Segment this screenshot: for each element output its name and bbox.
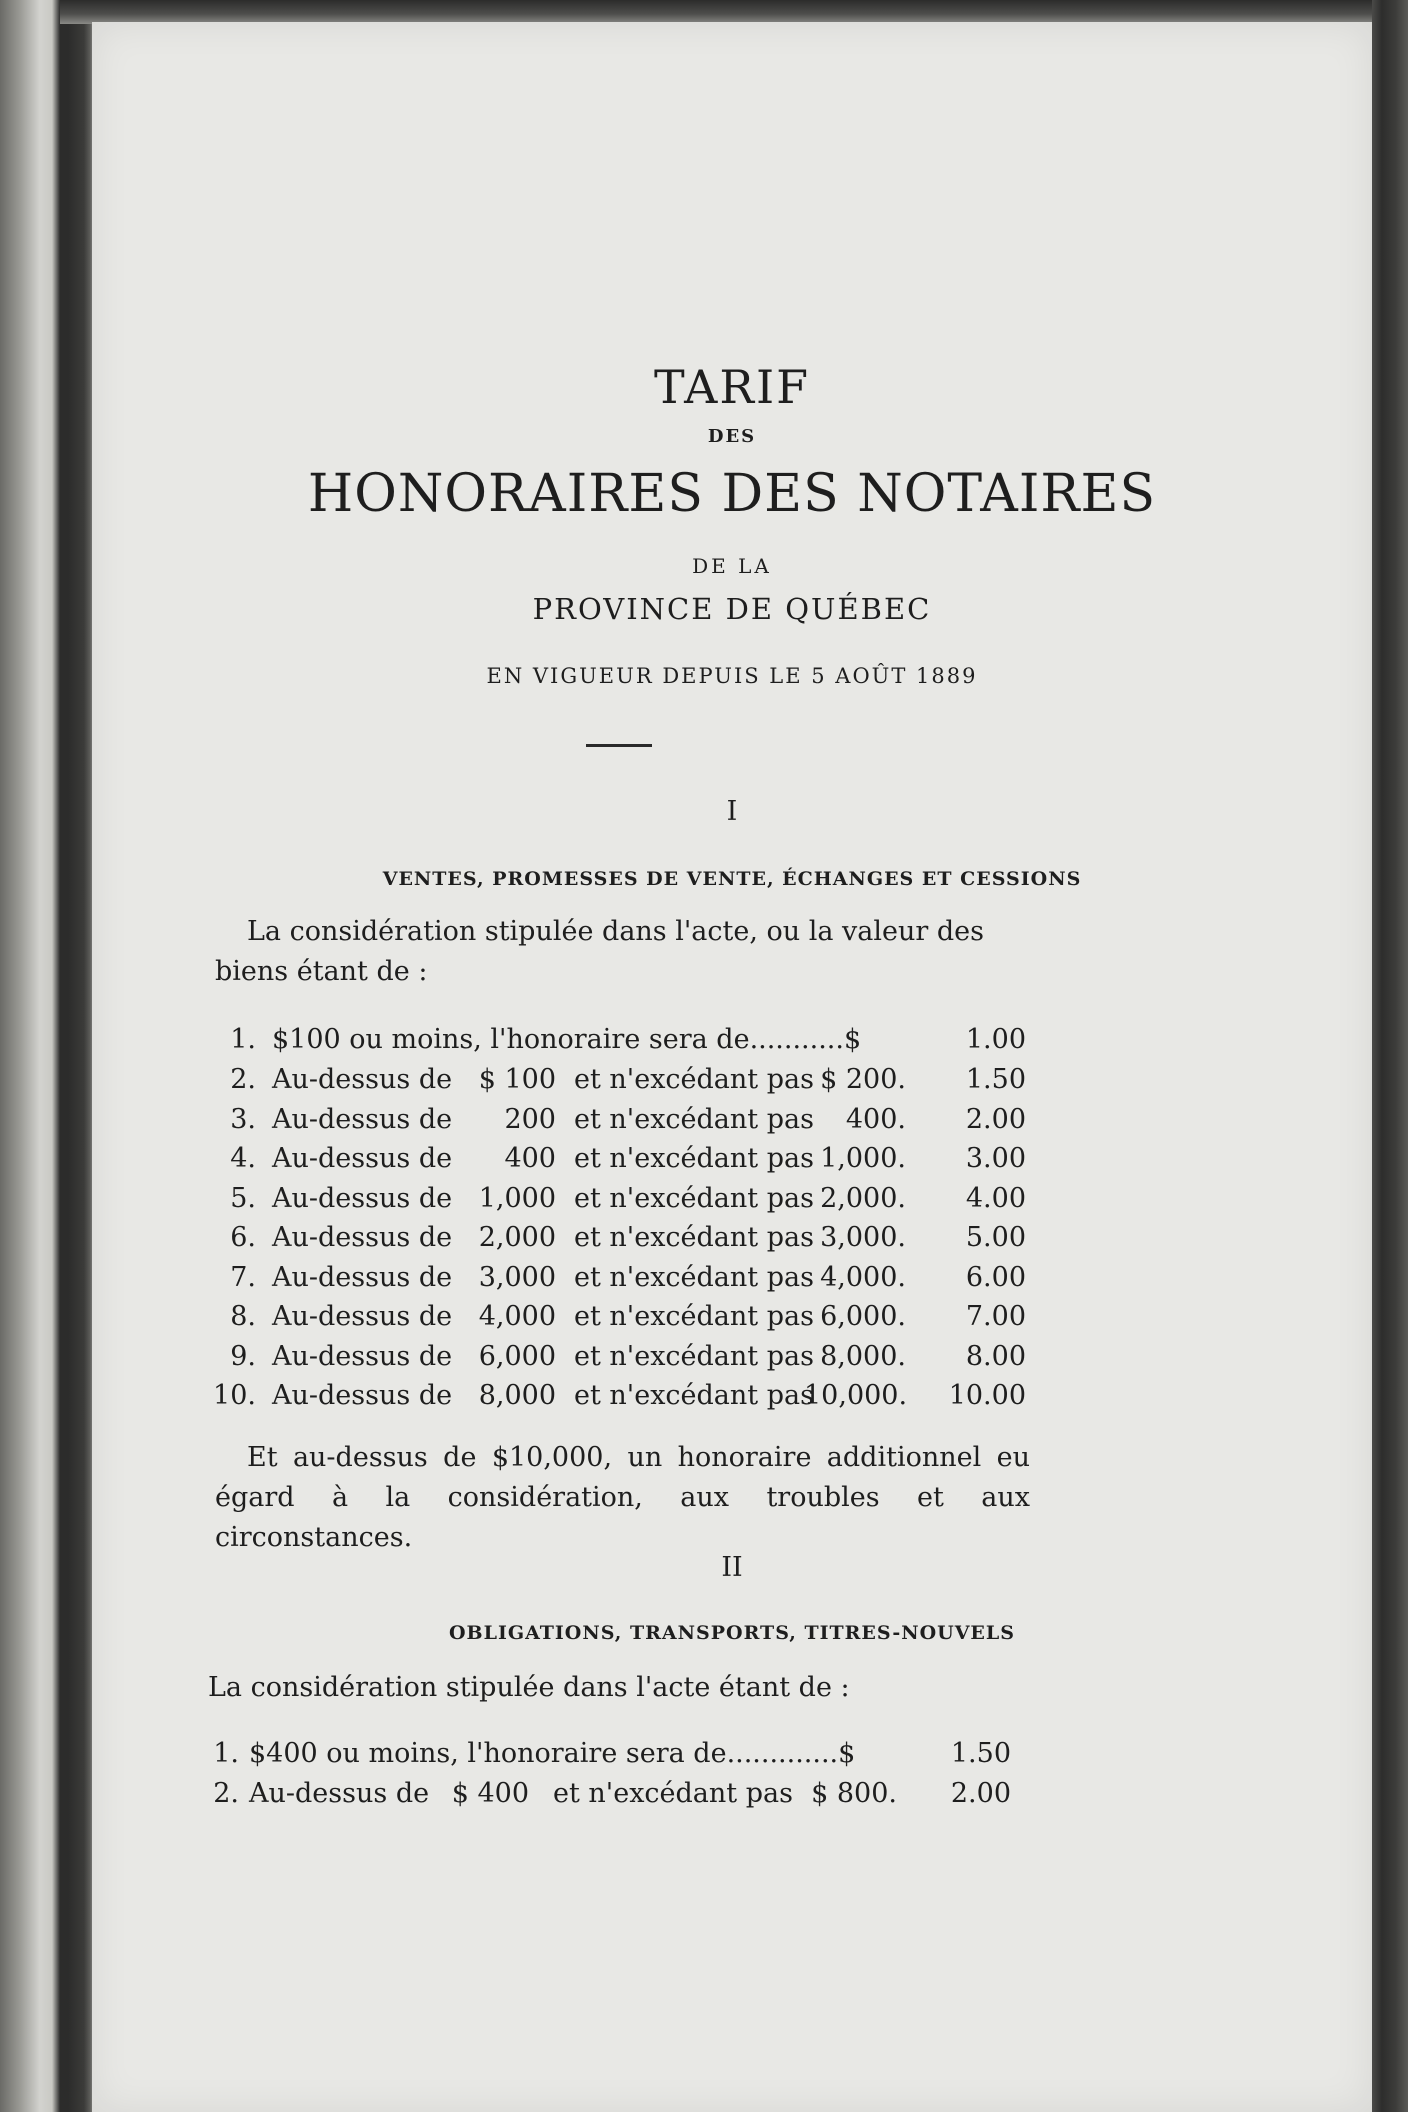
row-label: Au-dessus de — [272, 1064, 453, 1095]
tariff-row — [200, 1341, 1030, 1381]
tariff-row — [205, 1778, 1025, 1818]
row-fee: 5.00 — [965, 1222, 1026, 1253]
tariff-row — [205, 1738, 1025, 1778]
row-label: Au-dessus de — [272, 1143, 453, 1174]
row-connector: et n'excédant pas — [574, 1103, 814, 1135]
horizontal-rule — [586, 744, 652, 747]
row-label: Au-dessus de — [272, 1222, 453, 1253]
main-heading: HONORAIRES DES NOTAIRES — [307, 464, 1157, 524]
tariff-row — [200, 1024, 1030, 1064]
row-number: 5. — [230, 1182, 256, 1214]
heading-de-la: DE LA — [692, 554, 772, 578]
row-from-amount: 2,000 — [478, 1222, 556, 1253]
tariff-row — [200, 1104, 1030, 1144]
row-text: $400 ou moins, l'honoraire sera de.............$ — [249, 1738, 856, 1769]
row-from-amount: 6,000 — [478, 1340, 556, 1372]
row-connector: et n'excédant pas — [574, 1222, 814, 1253]
tariff-row — [200, 1064, 1030, 1104]
row-to-amount: 8,000. — [820, 1340, 906, 1372]
row-number: 7. — [230, 1261, 256, 1293]
row-to-amount: 2,000. — [820, 1182, 906, 1214]
row-fee: 1.00 — [965, 1024, 1026, 1055]
row-from-amount: 400 — [504, 1143, 556, 1174]
row-text: $100 ou moins, l'honoraire sera de...........$ — [272, 1024, 862, 1055]
row-fee: 8.00 — [965, 1340, 1026, 1372]
row-connector: et n'excédant pas — [574, 1340, 814, 1372]
row-to-amount: $ 800. — [811, 1778, 897, 1809]
tariff-row — [200, 1183, 1030, 1223]
scan-top-edge — [60, 0, 1380, 24]
row-fee: 3.00 — [965, 1143, 1026, 1174]
row-connector: et n'excédant pas — [574, 1380, 814, 1411]
row-from-amount: $ 100 — [478, 1064, 556, 1095]
row-label: Au-dessus de — [272, 1103, 453, 1135]
row-number: 10. — [213, 1380, 256, 1411]
row-label: Au-dessus de — [272, 1261, 453, 1293]
row-to-amount: 3,000. — [820, 1222, 906, 1253]
section-1-title: VENTES, PROMESSES DE VENTE, ÉCHANGES ET CESSIONS — [382, 868, 1082, 890]
tariff-row — [200, 1301, 1030, 1341]
row-label: Au-dessus de — [272, 1301, 453, 1332]
scan-right-edge — [1372, 0, 1408, 2112]
row-label: Au-dessus de — [272, 1182, 453, 1214]
heading-province: PROVINCE DE QUÉBEC — [532, 592, 932, 626]
row-fee: 7.00 — [965, 1301, 1026, 1332]
section-2-intro: La considération stipulée dans l'acte étant de : — [208, 1672, 850, 1703]
row-connector: et n'excédant pas — [574, 1301, 814, 1332]
row-from-amount: $ 400 — [451, 1778, 529, 1809]
row-number: 4. — [230, 1143, 256, 1174]
row-label: Au-dessus de — [272, 1380, 453, 1411]
in-force-date: EN VIGUEUR DEPUIS LE 5 AOÛT 1889 — [486, 664, 978, 688]
row-fee: 2.00 — [965, 1103, 1026, 1135]
row-label: Au-dessus de — [272, 1340, 453, 1372]
row-number: 1. — [213, 1738, 239, 1769]
row-connector: et n'excédant pas — [574, 1182, 814, 1214]
row-from-amount: 8,000 — [478, 1380, 556, 1411]
row-number: 8. — [230, 1301, 256, 1332]
tariff-row — [200, 1380, 1030, 1420]
row-from-amount: 1,000 — [478, 1182, 556, 1214]
row-to-amount: 6,000. — [820, 1301, 906, 1332]
row-number: 2. — [213, 1778, 239, 1809]
document-title: TARIF — [653, 360, 811, 414]
row-number: 3. — [230, 1103, 256, 1135]
section-1-intro: La considération stipulée dans l'acte, ou la valeur des biens étant de : — [215, 916, 985, 987]
row-fee: 1.50 — [950, 1738, 1011, 1769]
row-label: Au-dessus de — [249, 1778, 430, 1809]
row-fee: 4.00 — [965, 1182, 1026, 1214]
row-fee: 2.00 — [950, 1778, 1011, 1809]
row-to-amount: 4,000. — [820, 1261, 906, 1293]
row-to-amount: 400. — [845, 1103, 906, 1135]
row-from-amount: 3,000 — [478, 1261, 556, 1293]
tariff-row — [200, 1262, 1030, 1302]
row-number: 6. — [230, 1222, 256, 1253]
row-from-amount: 200 — [504, 1103, 556, 1135]
row-fee: 6.00 — [965, 1261, 1026, 1293]
tariff-row — [200, 1143, 1030, 1183]
section-1-number: I — [726, 796, 738, 827]
tariff-row — [200, 1222, 1030, 1262]
row-connector: et n'excédant pas — [574, 1064, 814, 1095]
row-to-amount: $ 200. — [820, 1064, 906, 1095]
row-fee: 1.50 — [965, 1064, 1026, 1095]
row-to-amount: 10,000. — [804, 1380, 908, 1411]
row-from-amount: 4,000 — [478, 1301, 556, 1332]
section-2-number: II — [721, 1552, 743, 1583]
row-to-amount: 1,000. — [820, 1143, 906, 1174]
row-connector: et n'excédant pas — [553, 1778, 793, 1809]
row-number: 2. — [230, 1064, 256, 1095]
heading-des: DES — [707, 426, 757, 447]
row-number: 9. — [230, 1340, 256, 1372]
row-connector: et n'excédant pas — [574, 1261, 814, 1293]
section-1-footer: Et au-dessus de $10,000, un honoraire additionnel eu égard à la considération, aux troubles et aux circonstances. — [215, 1442, 1030, 1553]
row-number: 1. — [230, 1024, 256, 1055]
row-fee: 10.00 — [948, 1380, 1026, 1411]
row-connector: et n'excédant pas — [574, 1143, 814, 1174]
section-2-title: OBLIGATIONS, TRANSPORTS, TITRES-NOUVELS — [449, 1622, 1015, 1644]
